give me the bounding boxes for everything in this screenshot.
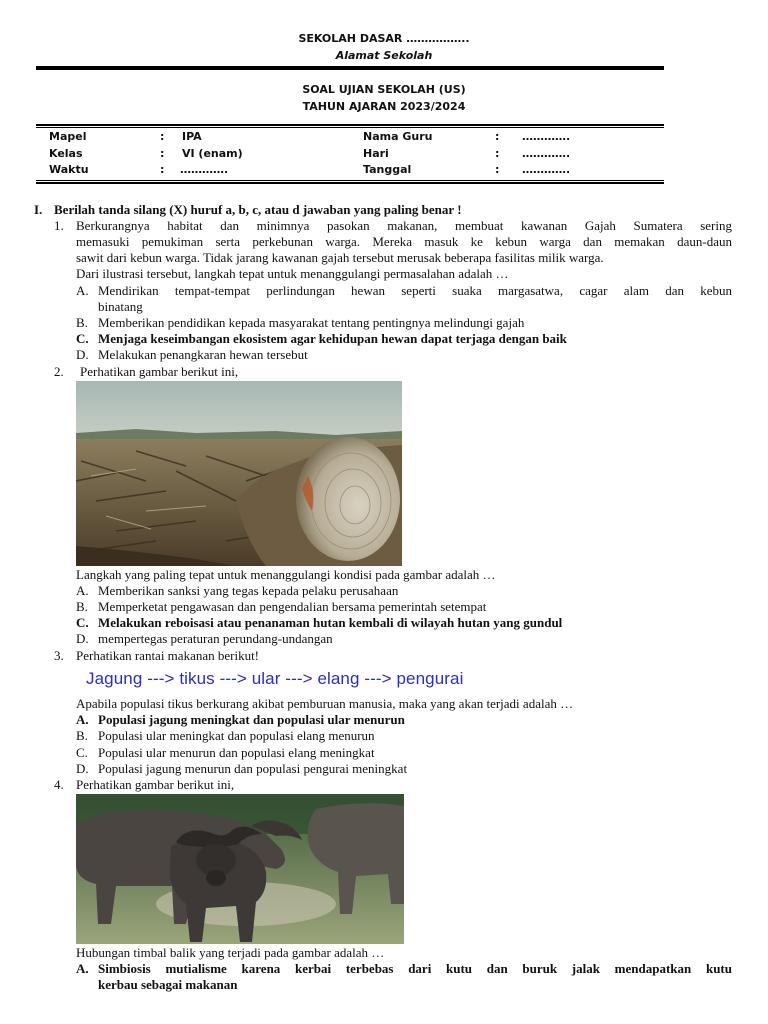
label-mapel: Mapel [49,130,87,143]
colon: : [160,163,165,176]
colon: : [160,147,165,160]
info-bottom-rule-thin [36,180,664,181]
section-instruction: Berilah tanda silang (X) huruf a, b, c, atau d jawaban yang paling benar ! [54,202,462,217]
option-letter: B. [76,728,88,743]
q3-option-b: Populasi ular meningkat dan populasi elang menurun [98,728,375,743]
option-letter: C. [76,615,89,630]
option-letter: A. [76,583,89,598]
option-letter: D. [76,347,89,362]
q2-option-c: Melakukan reboisasi atau penanaman hutan kembali di wilayah hutan yang gundul [98,615,563,630]
school-address: Alamat Sekolah [335,49,433,62]
value-hari: …………. [522,147,571,160]
q1-option-c: Menjaga keseimbangan ekosistem agar kehidupan hewan dapat terjaga dengan baik [98,331,567,346]
q1-text-line: memasuki pemukiman serta perkebunan warga. Mereka masuk ke kebun warga dan memakan daun-daun [76,234,732,249]
question-number: 2. [54,364,64,379]
option-letter: A. [76,283,89,298]
q3-question: Apabila populasi tikus berkurang akibat pemburuan manusia, maka yang akan terjadi adalah … [76,696,574,711]
buffalo-image [76,794,404,944]
info-top-rule [36,124,664,126]
header-divider [36,66,664,70]
q3-option-d: Populasi jagung menurun dan populasi pengurai meningkat [98,761,408,776]
option-letter: B. [76,315,88,330]
label-nama-guru: Nama Guru [363,130,433,143]
colon: : [495,163,500,176]
q2-intro: Perhatikan gambar berikut ini, [80,364,239,379]
value-waktu: …………. [180,163,229,176]
label-kelas: Kelas [49,147,83,160]
q2-question: Langkah yang paling tepat untuk menanggulangi kondisi pada gambar adalah … [76,567,496,582]
option-letter: D. [76,631,89,646]
label-waktu: Waktu [49,163,89,176]
value-tanggal: …………. [522,163,571,176]
info-top-rule-thin [36,127,664,128]
section-numeral: I. [34,202,43,217]
colon: : [160,130,165,143]
question-number: 4. [54,777,64,792]
deforestation-image [76,381,402,566]
label-hari: Hari [363,147,389,160]
option-letter: B. [76,599,88,614]
q2-option-b: Memperketat pengawasan dan pengendalian bersama pemerintah setempat [98,599,487,614]
q3-option-a: Populasi jagung meningkat dan populasi ular menurun [98,712,405,727]
q1-option-b: Memberikan pendidikan kepada masyarakat tentang pentingnya melindungi gajah [98,315,525,330]
q4-question: Hubungan timbal balik yang terjadi pada gambar adalah … [76,945,385,960]
buffalo-photo [76,794,404,944]
info-bottom-rule [36,182,664,184]
academic-year: TAHUN AJARAN 2023/2024 [302,100,466,113]
question-number: 3. [54,648,64,663]
option-letter: C. [76,745,88,760]
option-letter: D. [76,761,89,776]
colon: : [495,147,500,160]
q3-option-c: Populasi ular menurun dan populasi elang meningkat [98,745,375,760]
q1-option-d: Melakukan penangkaran hewan tersebut [98,347,308,362]
value-kelas: VI (enam) [182,147,243,160]
option-letter: A. [76,712,89,727]
value-mapel: IPA [182,130,202,143]
q1-option-a-cont: binatang [98,299,143,314]
colon: : [495,130,500,143]
school-name: SEKOLAH DASAR …………….. [298,32,470,45]
value-nama-guru: …………. [522,130,571,143]
q2-option-d: mempertegas peraturan perundang-undangan [98,631,333,646]
food-chain-text: Jagung ---> tikus ---> ular ---> elang ---> pengurai [86,669,464,688]
q3-intro: Perhatikan rantai makanan berikut! [76,648,260,663]
q1-option-a: Mendirikan tempat-tempat perlindungan hewan seperti suaka margasatwa, cagar alam dan kebun [98,283,732,298]
q4-intro: Perhatikan gambar berikut ini, [76,777,235,792]
q2-option-a: Memberikan sanksi yang tegas kepada pelaku perusahaan [98,583,399,598]
q1-text-line: sawit dari kebun warga. Tidak jarang kawanan gajah tersebut merusak beberapa fasilitas milik warga. [76,250,604,265]
q1-text-line: Berkurangnya habitat dan minimnya pasokan makanan, membuat kawanan Gajah Sumatera sering [76,218,732,233]
option-letter: C. [76,331,89,346]
question-number: 1. [54,218,64,233]
option-letter: A. [76,961,89,976]
label-tanggal: Tanggal [363,163,412,176]
q4-option-a: Simbiosis mutialisme karena kerbai terbebas dari kutu dan buruk jalak mendapatkan kutu [98,961,732,976]
exam-title: SOAL UJIAN SEKOLAH (US) [302,83,466,96]
q4-option-a-cont: kerbau sebagai makanan [98,977,238,992]
deforestation-photo [76,381,402,566]
q1-question: Dari ilustrasi tersebut, langkah tepat untuk menanggulangi permasalahan adalah … [76,266,509,281]
